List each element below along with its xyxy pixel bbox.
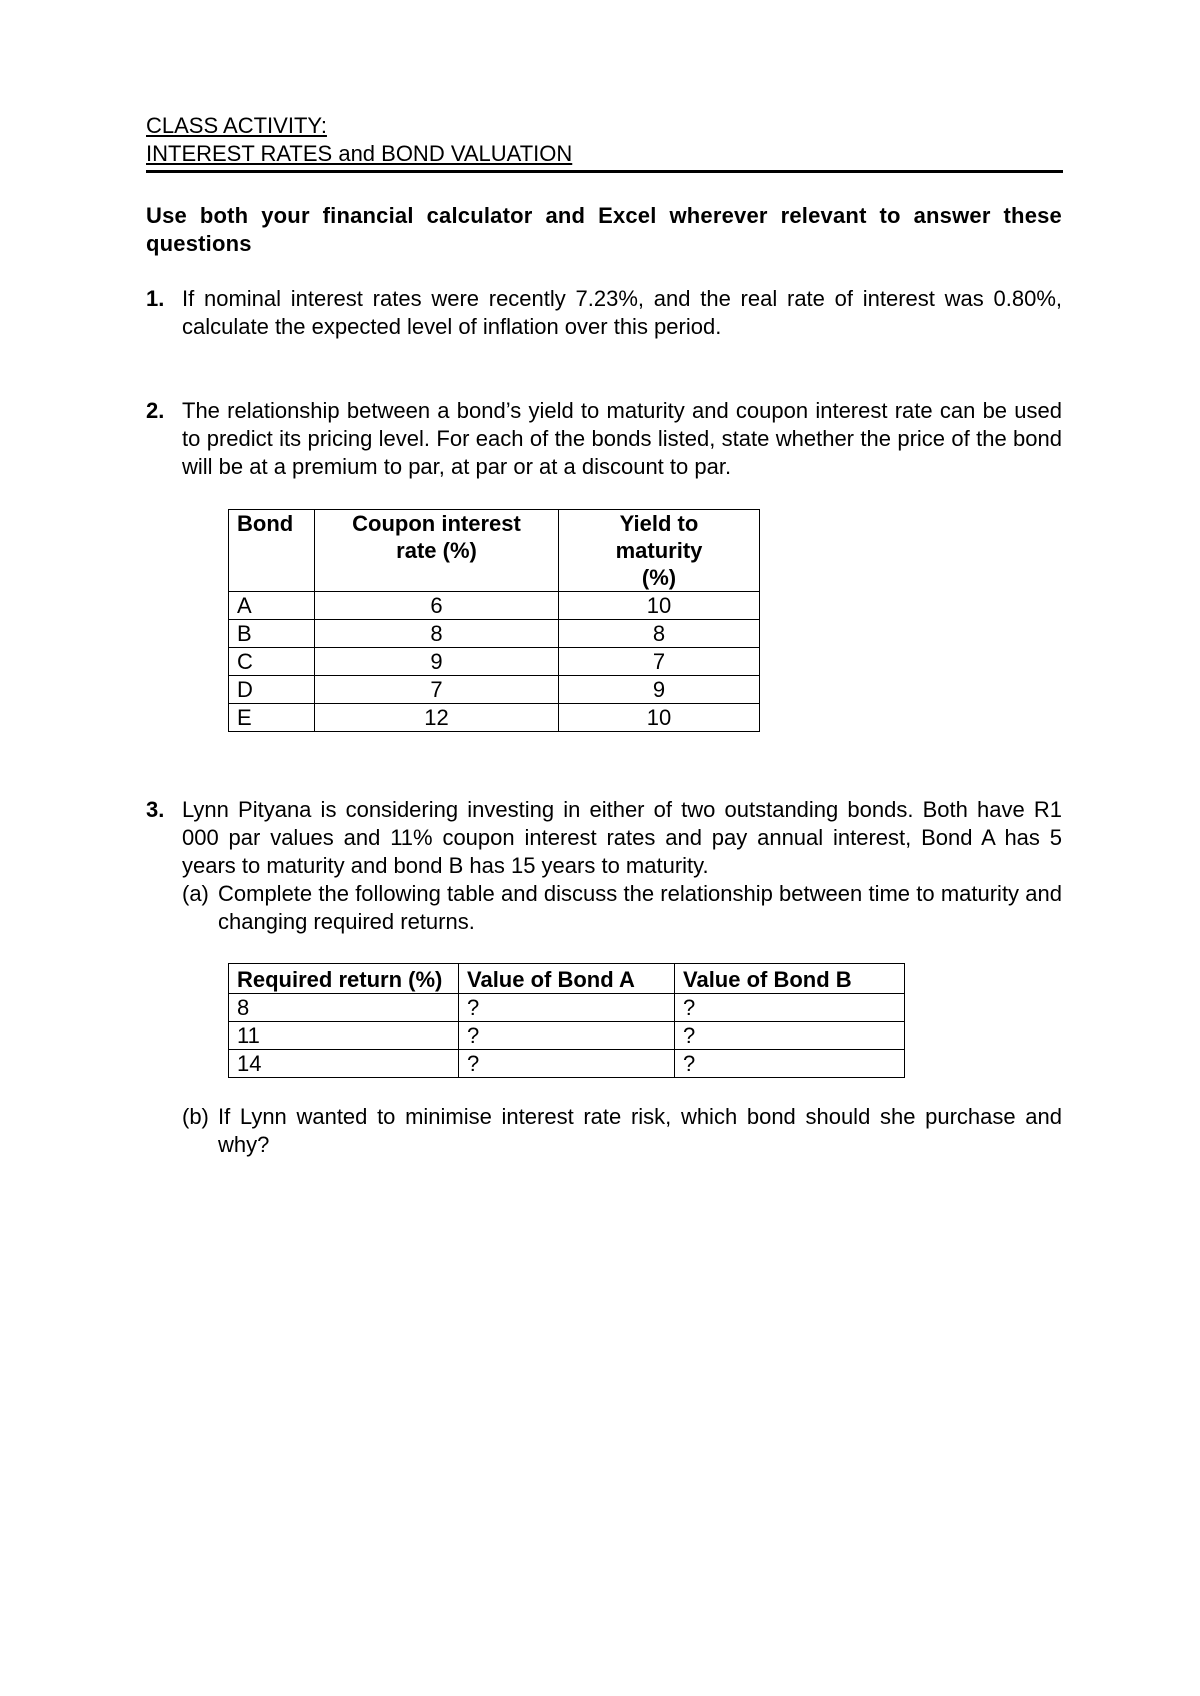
value-a-cell: ?	[459, 1022, 675, 1050]
required-return-cell: 11	[229, 1022, 459, 1050]
table-header-required-return: Required return (%)	[229, 964, 459, 994]
question-3-text: Lynn Pityana is considering investing in either of two outstanding bonds. Both have R1 000 par values and 11% coupon interest rates and pay annual interest, Bond A has 5 years to maturity and bond B has 15 years to maturity.	[182, 797, 1062, 878]
question-3-part-b-wrapper	[146, 1103, 1062, 1159]
table-row	[229, 592, 760, 620]
table-header-value-b: Value of Bond B	[675, 964, 905, 994]
table-header-bond: Bond	[229, 510, 315, 592]
table-header-yield	[559, 510, 760, 592]
coupon-cell: 7	[315, 676, 559, 704]
bond-cell: A	[229, 592, 315, 620]
part-a-text: Complete the following table and discuss the relationship between time to maturity and changing required returns.	[218, 881, 1062, 934]
value-b-cell: ?	[675, 1050, 905, 1078]
coupon-cell: 12	[315, 704, 559, 732]
part-b-label: (b)	[182, 1104, 209, 1129]
instructions-text: Use both your financial calculator and Excel wherever relevant to answer these questions	[146, 203, 1062, 256]
yield-header-text: Yield to maturity (%)	[615, 511, 703, 590]
table-row	[229, 994, 905, 1022]
table-header-coupon	[315, 510, 559, 592]
coupon-header-text: Coupon interest rate (%)	[352, 511, 521, 563]
coupon-cell: 8	[315, 620, 559, 648]
required-return-cell: 14	[229, 1050, 459, 1078]
value-a-cell: ?	[459, 994, 675, 1022]
table-header-value-a: Value of Bond A	[459, 964, 675, 994]
table-row	[229, 704, 760, 732]
question-1-number: 1.	[146, 286, 165, 311]
table-row	[229, 648, 760, 676]
yield-cell: 10	[559, 704, 760, 732]
question-3	[146, 796, 1062, 936]
table-row	[229, 1022, 905, 1050]
yield-cell: 7	[559, 648, 760, 676]
yield-cell: 8	[559, 620, 760, 648]
bond-yield-table	[228, 509, 760, 732]
page-title-line-1: CLASS ACTIVITY:	[146, 113, 327, 138]
value-b-cell: ?	[675, 1022, 905, 1050]
bond-cell: E	[229, 704, 315, 732]
value-b-cell: ?	[675, 994, 905, 1022]
bond-cell: C	[229, 648, 315, 676]
question-2	[146, 397, 1062, 481]
bond-cell: D	[229, 676, 315, 704]
table-row	[229, 1050, 905, 1078]
value-a-cell: ?	[459, 1050, 675, 1078]
table-header-row	[229, 964, 905, 994]
bond-value-table	[228, 963, 905, 1078]
document-page	[146, 112, 1062, 1159]
page-title-line-2: INTEREST RATES and BOND VALUATION	[146, 141, 573, 166]
required-return-cell: 8	[229, 994, 459, 1022]
coupon-cell: 6	[315, 592, 559, 620]
part-a-label: (a)	[182, 881, 209, 906]
yield-cell: 10	[559, 592, 760, 620]
question-2-text: The relationship between a bond’s yield to maturity and coupon interest rate can be used to predict its pricing level. For each of the bonds listed, state whether the price of the bond will be at a premium to par, at par or at a discount to par.	[182, 398, 1062, 479]
bond-cell: B	[229, 620, 315, 648]
question-3-number: 3.	[146, 797, 165, 822]
question-3-part-a	[182, 880, 1062, 936]
question-2-number: 2.	[146, 398, 165, 423]
table-row	[229, 620, 760, 648]
table-header-row	[229, 510, 760, 592]
title-divider	[146, 170, 1063, 173]
coupon-cell: 9	[315, 648, 559, 676]
question-1-text: If nominal interest rates were recently 7.23%, and the real rate of interest was 0.80%, calculate the expected level of inflation over this period.	[182, 286, 1062, 339]
yield-cell: 9	[559, 676, 760, 704]
question-3-part-b	[182, 1103, 1062, 1159]
part-b-text: If Lynn wanted to minimise interest rate risk, which bond should she purchase and why?	[218, 1104, 1062, 1157]
table-row	[229, 676, 760, 704]
question-1	[146, 285, 1062, 341]
